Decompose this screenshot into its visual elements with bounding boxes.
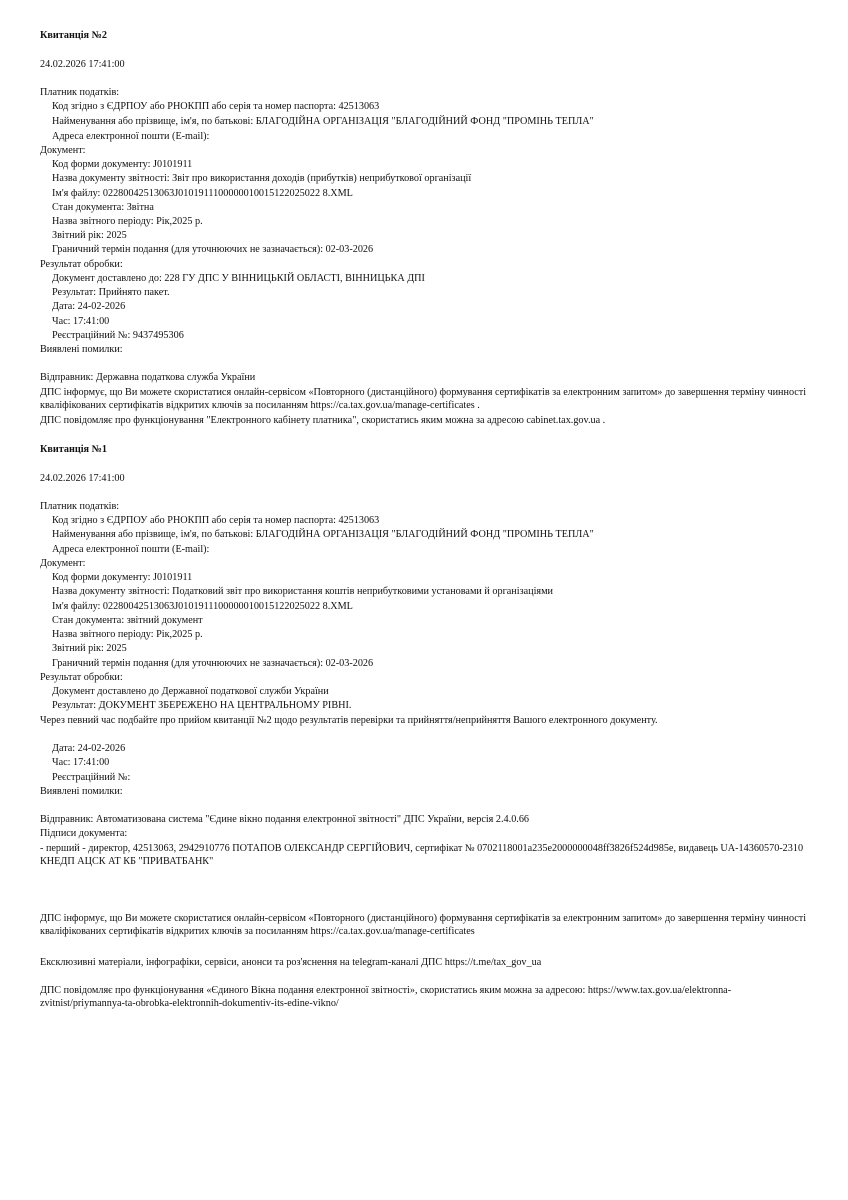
receipt2-title: Квитанція №2 bbox=[40, 30, 107, 41]
receipt2-date: Дата: 24-02-2026 bbox=[52, 301, 126, 312]
receipt2-notice-certs: ДПС інформує, що Ви можете скористатися онлайн-сервісом «Повторного (дистанційного) формування сертифікатів за електронним запитом» до завершення терміну чинності кваліфікованих сертифікатів відкритих ключів за посиланням https://ca.tax.gov.ua/manage-certificates . bbox=[40, 387, 807, 411]
receipt1-name: Найменування або прізвище, ім'я, по батькові: БЛАГОДІЙНА ОРГАНІЗАЦІЯ "БЛАГОДІЙНИЙ ФОНД "ПРОМІНЬ ТЕПЛА" bbox=[52, 529, 594, 540]
receipt1-doc-state: Стан документа: звітний документ bbox=[52, 615, 203, 626]
receipt2-time: Час: 17:41:00 bbox=[52, 316, 110, 327]
receipt1-reg-number: Реєстраційний №: bbox=[52, 772, 131, 783]
receipt2-result-header: Результат обробки: bbox=[40, 259, 123, 270]
receipt2-period-name: Назва звітного періоду: Рік,2025 р. bbox=[52, 216, 203, 227]
receipt1-report-name: Назва документу звітності: Податковий звіт про використання коштів неприбутковими установами й організаціями bbox=[52, 586, 553, 597]
receipt2-delivered-to: Документ доставлено до: 228 ГУ ДПС У ВІННИЦЬКІЙ ОБЛАСТІ, ВІННИЦЬКА ДПІ bbox=[52, 273, 425, 284]
receipt2-report-name: Назва документу звітності: Звіт про використання доходів (прибутків) неприбуткової організації bbox=[52, 173, 472, 184]
receipt2-name: Найменування або прізвище, ім'я, по батькові: БЛАГОДІЙНА ОРГАНІЗАЦІЯ "БЛАГОДІЙНИЙ ФОНД "ПРОМІНЬ ТЕПЛА" bbox=[52, 116, 594, 127]
receipt2-form-code: Код форми документу: J0101911 bbox=[52, 159, 193, 170]
receipt2-notice-cabinet: ДПС повідомляє про функціонування "Електронного кабінету платника", скористатись яким можна за адресою cabinet.tax.gov.ua . bbox=[40, 415, 606, 426]
receipt1-notice-window: ДПС повідомляє про функціонування «Єдиного Вікна подання електронної звітності», скористатись яким можна за адресою: https://www.tax.gov.ua/elektronna-zvitnist/priymannya-ta-obrobka-elektronnih-dokumentiv-its-edine-vikno/ bbox=[40, 985, 732, 1009]
receipt1-result-header: Результат обробки: bbox=[40, 672, 123, 683]
receipt2-datetime: 24.02.2026 17:41:00 bbox=[40, 59, 125, 70]
receipt1-date: Дата: 24-02-2026 bbox=[52, 743, 126, 754]
receipt1-period-name: Назва звітного періоду: Рік,2025 р. bbox=[52, 629, 203, 640]
receipt1-signature: - перший - директор, 42513063, 2942910776 ПОТАПОВ ОЛЕКСАНДР СЕРГІЙОВИЧ, сертифікат № 0702118001a235e2000000048ff3826f524d985e, видавець UA-14360570-2310 КНЕДП АЦСК АТ КБ "ПРИВАТБАНК" bbox=[40, 843, 804, 867]
receipt1-payer-header: Платник податків: bbox=[40, 501, 120, 512]
receipt1-signatures-header: Підписи документа: bbox=[40, 828, 128, 839]
receipt2-edrpou: Код згідно з ЄДРПОУ або РНОКПП або серія та номер паспорта: 42513063 bbox=[52, 101, 380, 112]
receipt1-delivered-to: Документ доставлено до Державної податкової служби України bbox=[52, 686, 329, 697]
receipt2-doc-state: Стан документа: Звітна bbox=[52, 202, 154, 213]
receipt1-deadline: Граничний термін подання (для уточнюючих не зазначається): 02-03-2026 bbox=[52, 658, 374, 669]
receipt1-notice-certs: ДПС інформує, що Ви можете скористатися онлайн-сервісом «Повторного (дистанційного) формування сертифікатів за електронним запитом» до завершення терміну чинності кваліфікованих сертифікатів відкритих ключів за посиланням https://ca.tax.gov.ua/manage-certificates bbox=[40, 913, 807, 937]
receipt2-errors: Виявлені помилки: bbox=[40, 344, 123, 355]
receipt1-title: Квитанція №1 bbox=[40, 444, 107, 455]
receipt1-notice-telegram: Ексклюзивні матеріали, інфографіки, сервіси, анонси та роз'яснення на telegram-каналі ДПС https://t.me/tax_gov_ua bbox=[40, 957, 542, 968]
receipt1-report-year: Звітний рік: 2025 bbox=[52, 643, 127, 654]
receipt2-report-year: Звітний рік: 2025 bbox=[52, 230, 127, 241]
receipt1-datetime: 24.02.2026 17:41:00 bbox=[40, 473, 125, 484]
receipt1-email: Адреса електронної пошти (E-mail): bbox=[52, 544, 210, 555]
receipt2-sender: Відправник: Державна податкова служба України bbox=[40, 372, 256, 383]
receipt1-form-code: Код форми документу: J0101911 bbox=[52, 572, 193, 583]
receipt1-file-name: Ім'я файлу: 02280042513063J0101911100000010015122025022 8.XML bbox=[52, 601, 353, 612]
receipt2-payer-header: Платник податків: bbox=[40, 87, 120, 98]
receipt1-wait-notice: Через певний час подбайте про прийом квитанції №2 щодо результатів перевірки та прийняття/неприйняття Вашого електронного документу. bbox=[40, 715, 658, 726]
receipt1-time: Час: 17:41:00 bbox=[52, 757, 110, 768]
receipt2-file-name: Ім'я файлу: 02280042513063J0101911100000010015122025022 8.XML bbox=[52, 188, 353, 199]
receipt2-deadline: Граничний термін подання (для уточнюючих не зазначається): 02-03-2026 bbox=[52, 244, 374, 255]
receipt2-result: Результат: Прийнято пакет. bbox=[52, 287, 170, 298]
receipt2-reg-number: Реєстраційний №: 9437495306 bbox=[52, 330, 184, 341]
receipt1-edrpou: Код згідно з ЄДРПОУ або РНОКПП або серія та номер паспорта: 42513063 bbox=[52, 515, 380, 526]
receipt2-email: Адреса електронної пошти (E-mail): bbox=[52, 131, 210, 142]
receipt1-document-header: Документ: bbox=[40, 558, 86, 569]
receipt1-result: Результат: ДОКУМЕНТ ЗБЕРЕЖЕНО НА ЦЕНТРАЛЬНОМУ РІВНІ. bbox=[52, 700, 352, 711]
receipt1-errors: Виявлені помилки: bbox=[40, 786, 123, 797]
receipt1-sender: Відправник: Автоматизована система "Єдине вікно подання електронної звітності" ДПС України, версія 2.4.0.66 bbox=[40, 814, 530, 825]
receipt2-document-header: Документ: bbox=[40, 145, 86, 156]
